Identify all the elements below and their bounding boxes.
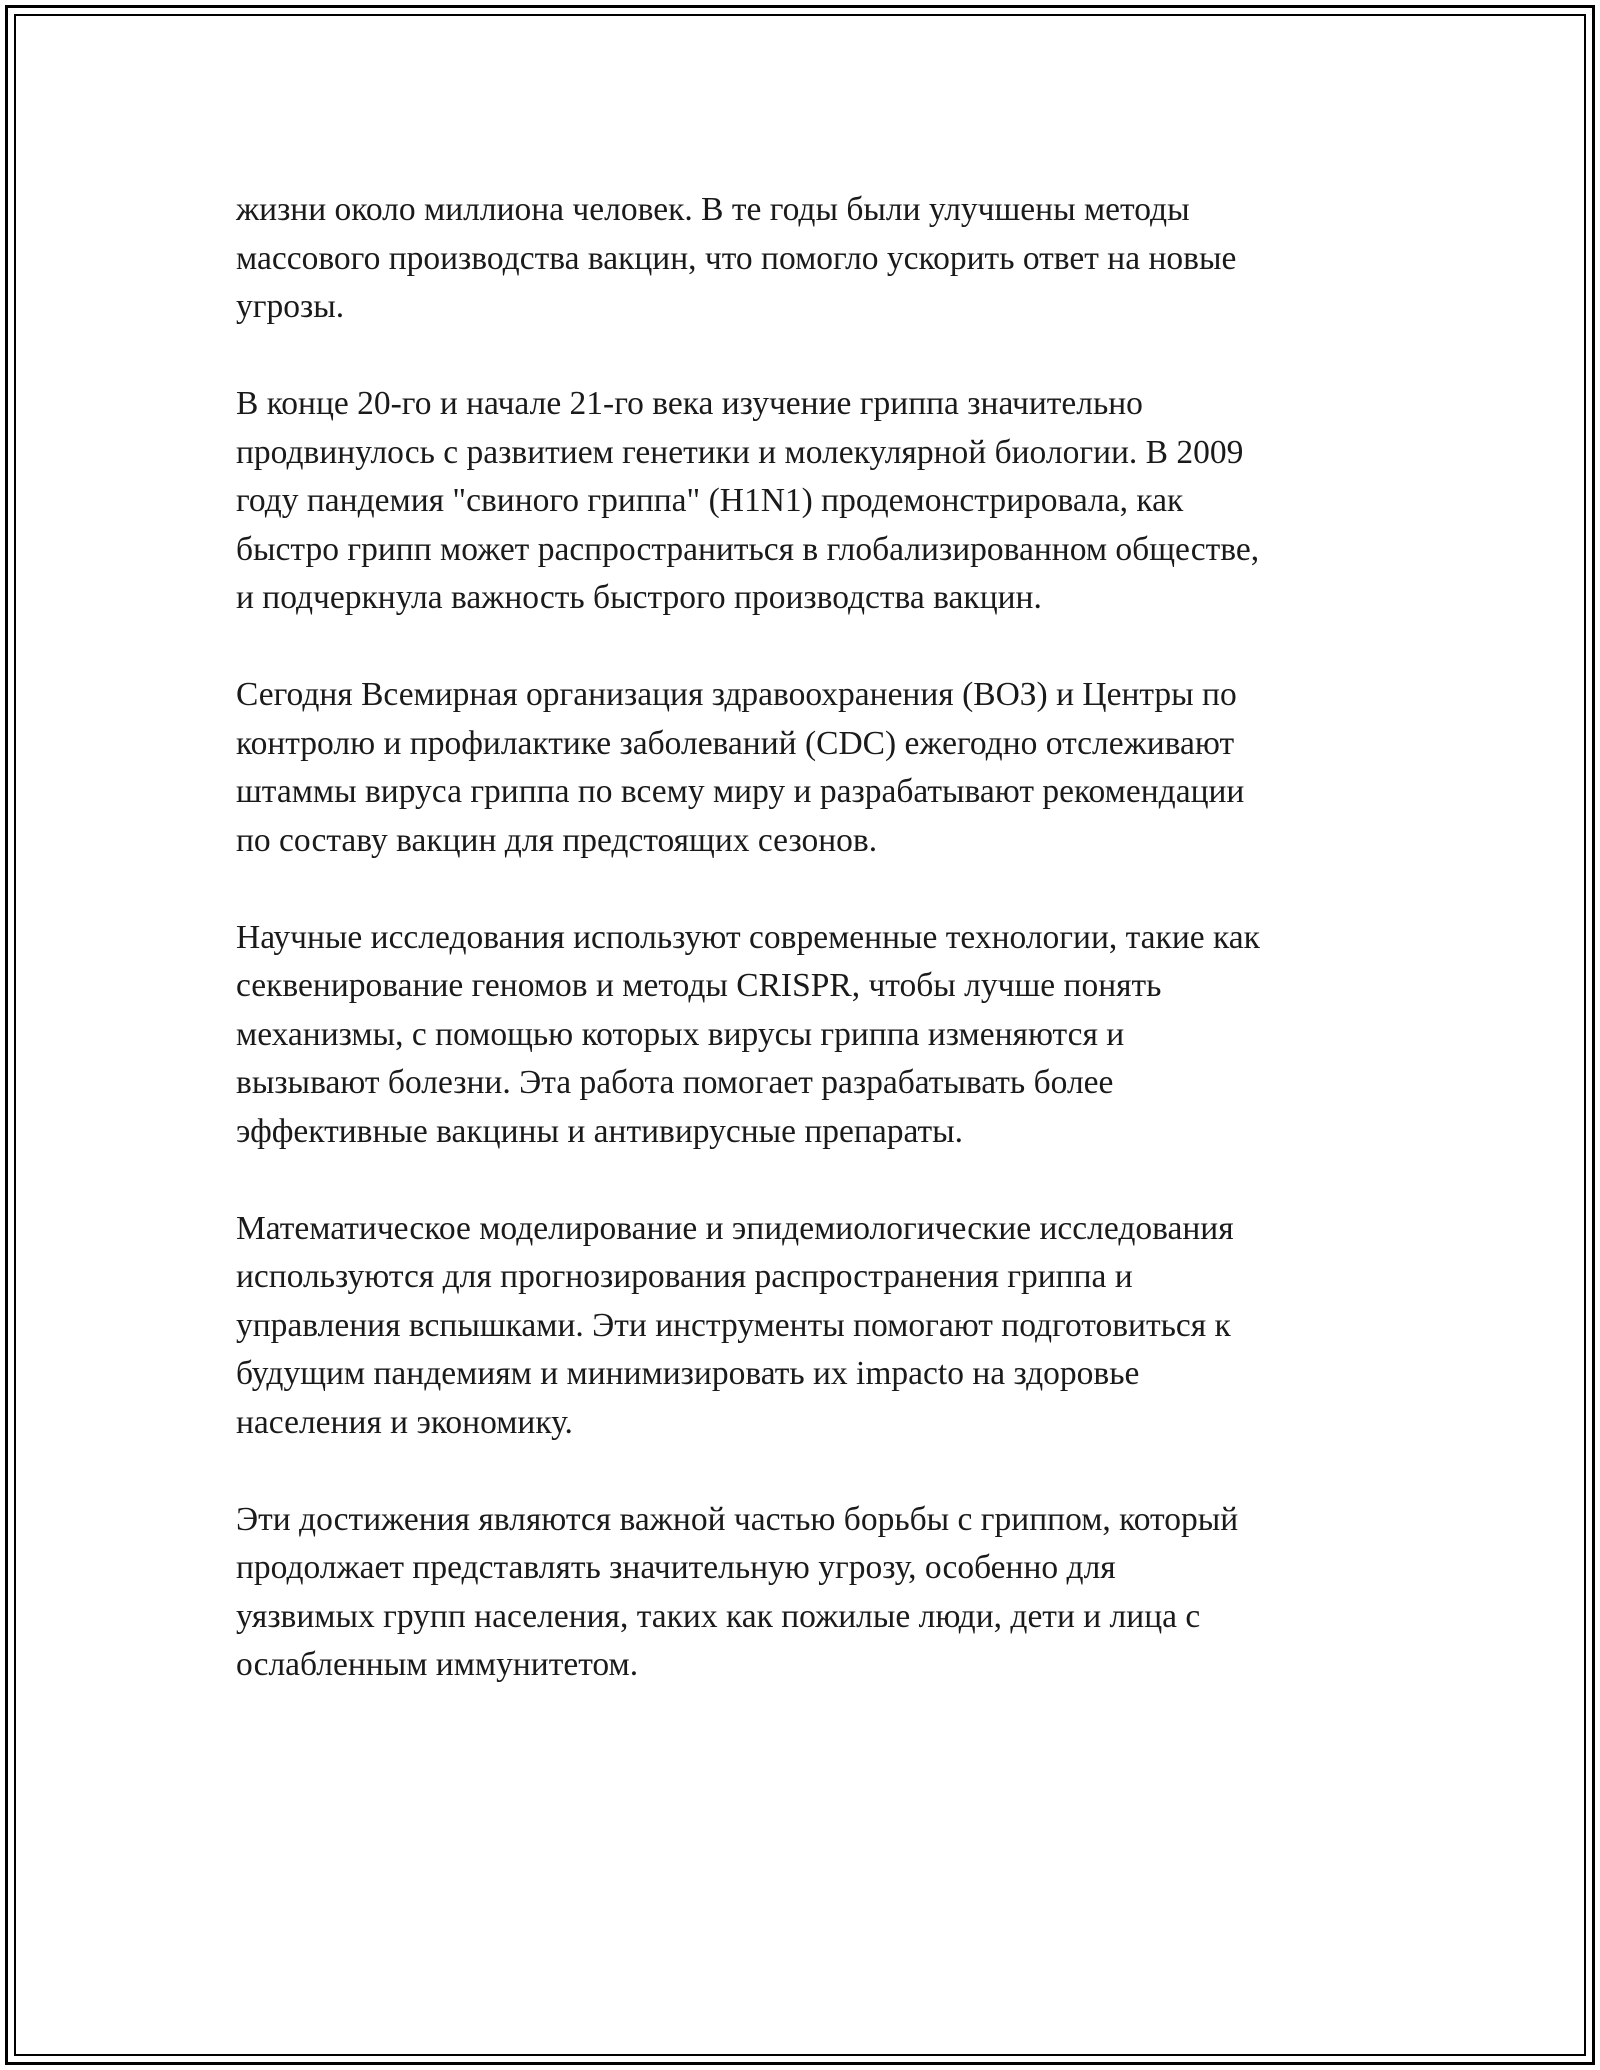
text-line: жизни около миллиона человек. В те годы были улучшены методы: [236, 191, 1190, 228]
text-line: ослабленным иммунитетом.: [236, 1646, 639, 1683]
text-line: массового производства вакцин, что помогло ускорить ответ на новые: [236, 239, 1237, 277]
text-line: секвенирование геномов и методы CRISPR, чтобы лучше понять: [236, 967, 1162, 1004]
text-line: продолжает представлять значительную угрозу, особенно для: [236, 1549, 1116, 1586]
paragraph-3: [236, 671, 1386, 865]
document-body: [236, 186, 1386, 1690]
text-line: контролю и профилактике заболеваний (CDC) ежегодно отслеживают: [236, 724, 1235, 762]
paragraph-4: [236, 914, 1386, 1157]
text-line: Научные исследования используют современные технологии, такие как: [236, 918, 1260, 956]
text-line: Математическое моделирование и эпидемиологические исследования: [236, 1209, 1234, 1247]
paragraph-6: [236, 1496, 1386, 1690]
text-line: эффективные вакцины и антивирусные препараты.: [236, 1112, 963, 1150]
text-line: Эти достижения являются важной частью борьбы с гриппом, который: [236, 1500, 1239, 1538]
text-line: будущим пандемиям и минимизировать их impacto на здоровье: [236, 1355, 1140, 1392]
text-line: по составу вакцин для предстоящих сезонов.: [236, 821, 878, 859]
text-line: быстро грипп может распространиться в глобализированном обществе,: [236, 530, 1260, 568]
text-line: году пандемия "свиного гриппа" (H1N1) продемонстрировала, как: [236, 482, 1184, 519]
text-line: управления вспышками. Эти инструменты помогают подготовиться к: [236, 1306, 1231, 1344]
text-line: вызывают болезни. Эта работа помогает разрабатывать более: [236, 1064, 1114, 1101]
text-line: и подчеркнула важность быстрого производства вакцин.: [236, 579, 1042, 616]
text-line: угрозы.: [236, 288, 345, 325]
text-line: используются для прогнозирования распространения гриппа и: [236, 1258, 1133, 1295]
text-line: Сегодня Всемирная организация здравоохранения (ВОЗ) и Центры по: [236, 676, 1237, 713]
text-line: штаммы вируса гриппа по всему миру и разрабатывают рекомендации: [236, 773, 1245, 810]
paragraph-2: [236, 380, 1386, 623]
text-line: механизмы, с помощью которых вирусы гриппа изменяются и: [236, 1015, 1125, 1053]
paragraph-5: [236, 1205, 1386, 1448]
paragraph-1: [236, 186, 1386, 332]
text-line: В конце 20-го и начале 21-го века изучение гриппа значительно: [236, 385, 1143, 422]
text-line: продвинулось с развитием генетики и молекулярной биологии. В 2009: [236, 433, 1244, 471]
text-line: населения и экономику.: [236, 1403, 573, 1441]
text-line: уязвимых групп населения, таких как пожилые люди, дети и лица с: [236, 1597, 1201, 1635]
